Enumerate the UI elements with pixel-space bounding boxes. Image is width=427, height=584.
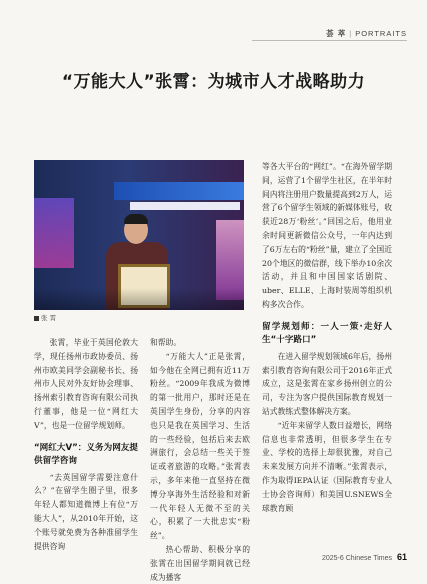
caption-square-icon bbox=[34, 316, 39, 321]
caption-text: 张 霄 bbox=[41, 314, 57, 322]
subheading-2: 留学规划师：一人一策·走好人生“十字路口” bbox=[262, 321, 392, 345]
paragraph: “近年来留学人数日益增长，网络信息也非常透明，但很多学生在专业、学校的选择上却很犹豫，对自己未来发展方向并不清晰。”张霄表示，作为取得IEPA认证（国际教育专业人士协会咨询师）和美国U.SNEWS全球教育顾 bbox=[262, 420, 392, 513]
award-banner bbox=[114, 182, 244, 200]
paragraph: 热心帮助、积极分享的张霄在出国留学期间就已经成为播客 bbox=[150, 544, 250, 582]
section-divider: | bbox=[349, 29, 353, 38]
paragraph: 等各大平台的“网红”。“在海外留学期间，运营了1个留学生社区，在半年时间内将注册用户数量提高到2万人，运营了6个留学生领域的新媒体账号，收获近28万‘粉丝’。”回国之后，他用业余时间更新微信公众号，一年内达到了6万左右的“粉丝”量，建立了全国近20个地区的微信群，线下举办10余次活动，并且和中国国家话剧院、uber、ELLE、上海时装周等组织机构多次合作。 bbox=[262, 162, 392, 309]
paragraph: “万能大人”正是张霄，如今他在全网已拥有近11万粉丝。“2009年我成为微博的第一批用户，那时还是在英国学生身份，分享的内容也只是我在英国学习、生活的一些经验，包括后来去欧洲旅行，会总结一些关于签证或者旅游的攻略。”张霄表示，多年来他一直坚持在微博分享海外生活经验和对新一代年轻人无微不至的关心，积累了一大批忠实“粉丝”。 bbox=[150, 351, 250, 541]
magazine-name: Chinese Times bbox=[345, 555, 393, 562]
award-banner-strip bbox=[130, 202, 240, 210]
intro-paragraph: 张霄，毕业于英国伦敦大学，现任扬州市政协委员、扬州市欧美同学会副秘书长、扬州市人民对外友好协会理事、扬州索引教育咨询有限公司执行董事，他是一位“网红大V”，也是一位留学规划师。 bbox=[34, 338, 138, 430]
portrait-photo bbox=[34, 160, 244, 310]
article-headline: “万能大人”张霄：为城市人才战略助力 bbox=[61, 72, 366, 92]
text-column-1 bbox=[34, 336, 138, 553]
text-column-3 bbox=[262, 160, 392, 515]
section-label-en: PORTRAITS bbox=[355, 29, 407, 38]
section-label-cn: 荟 萃 bbox=[326, 29, 347, 38]
stage-backdrop-left bbox=[34, 198, 74, 268]
page-number: 61 bbox=[396, 552, 407, 562]
paragraph: “去英国留学需要注意什么？”在留学生圈子里，很多年轻人都知道微博上有位“万能大人”，从2010年开始，这个账号就免费为各种准留学生提供咨询 bbox=[34, 472, 138, 551]
page-footer bbox=[322, 552, 407, 562]
person-hair bbox=[124, 214, 148, 224]
paragraph: 和帮助。 bbox=[150, 338, 182, 347]
section-tag bbox=[326, 28, 407, 39]
header-rule bbox=[252, 40, 407, 41]
paragraph: 在进入留学规划领域6年后，扬州索引教育咨询有限公司于2016年正式成立，这是张霄在家乡扬州创立的公司，专注为客户提供国际教育规划一站式教练式整体解决方案。 bbox=[262, 351, 392, 416]
text-column-2 bbox=[150, 336, 250, 584]
photo-caption bbox=[34, 313, 56, 322]
photo-shadow bbox=[34, 288, 244, 310]
subheading-1: “网红大V”：义务为网友提供留学咨询 bbox=[34, 442, 138, 466]
issue-number: 2025-6 bbox=[321, 555, 344, 562]
